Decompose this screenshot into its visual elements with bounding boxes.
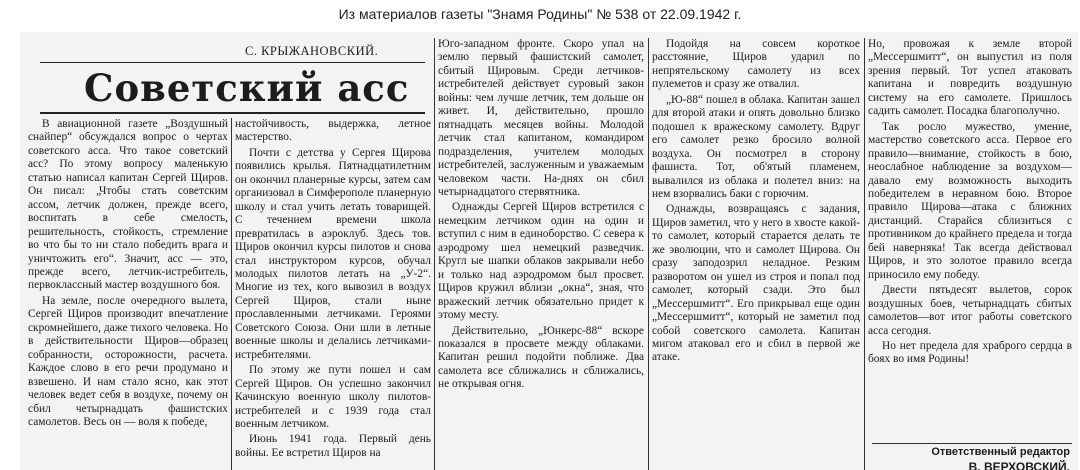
column-2 <box>235 118 431 470</box>
column-divider <box>864 38 865 470</box>
editor-name: В. ВЕРХОВСКИЙ. <box>968 460 1070 470</box>
paragraph: Но, провожая к земле второй „Мессершмитт“, он выпустил из поля зрения первый. Тот успел атаковать капитана и повредить воздушную систему на его самолете. Пришлось садить самолет. Посадка благополучно. <box>868 38 1072 118</box>
column-5 <box>868 38 1072 438</box>
paragraph: Однажды Сергей Щиров встретился с немецким летчиком один на один и вступил с ним в единоборство. С севера к аэродрому шел немецкий разведчик. Кругл ые шапки облаков закрывали небо и только над аэродромом был просвет. Щиров кружил вблизи „окна“, зная, что вражеский летчик обязательно придет к этому месту. <box>438 201 644 322</box>
column-1 <box>28 118 228 470</box>
paragraph: Июнь 1941 года. Первый день войны. Ее встретил Щиров на <box>235 433 431 459</box>
paragraph: Действительно, „Юнкерс-88“ вскоре показался в просвете между облаками. Капитан решил подойти поближе. Два самолета все сближались и сближались, не открывая огня. <box>438 324 644 391</box>
headline-rule <box>40 112 425 114</box>
paragraph: Однажды, возвращаясь с задания, Щиров заметил, что у него в хвосте какой-то самолет, который старается делать те же эволюции, что и самолет Щирова. Он сразу заподозрил неладное. Резким разворотом он ушел из строя и попал под самолет, который сзади. Это был „Мессершмитт“. Его прикрывал еще один „Мессершмитт“, который не заметил под собой советского самолета. Капитан мигом атаковал его и сбил в первой же атаке. <box>652 203 860 364</box>
paragraph: настойчивость, выдержка, летное мастерство. <box>235 118 431 144</box>
column-divider <box>648 38 649 470</box>
newspaper-page <box>20 32 1078 470</box>
paragraph: Почти с детства у Сергея Щирова появились крылья. Пятнадцатилетним он окончил планерные курсы, затем сам организовал в Симферополе планерную школу и стал учить летать товарищей. С течением времени школа превратилась в аэроклуб. Здесь тов. Щиров окончил курсы пилотов и снова стал инструктором курсов, обучал молодых пилотов летать на „У-2“. Многие из тех, кого вывозил в воздух Сергей Щиров, стали ныне прославленными летчиками. Героями Советского Союза. Они шли в летные военные школы и делались летчиками-истребителями. <box>235 146 431 361</box>
paragraph: „Ю-88“ пошел в облака. Капитан зашел для второй атаки и опять довольно близко подошел к вражескому самолету. Вдруг его самолет резко бросило волной воздуха. Он посмотрел в сторону фашиста. Тот, об'ятый пламенем, вывалился из облака и полетел вниз: на нем взорвались баки с горючим. <box>652 93 860 200</box>
paragraph: Двести пятьдесят вылетов, сорок воздушных боев, четырнадцать сбитых самолетов—вот итог работы советского асса сегодня. <box>868 284 1072 337</box>
paragraph: Так росло мужество, умение, мастерство советского асса. Первое его правило—внимание, стойкость в бою, неослабное наблюдение за воздухом—давало ему возможность выходить победителем в неравном бою. Второе правило Щирова—атака с ближних дистанций. Старайся сблизиться с противником до крайнего предела и тогда бей наверняка! Так всегда действовал Щиров, и это золотое правило всегда приносило ему победу. <box>868 120 1072 281</box>
author-rule <box>40 62 425 63</box>
paragraph: Подойдя на совсем короткое расстояние, Щиров ударил по непрятельскому самолету из всех пулеметов и сразу же отвалил. <box>652 38 860 91</box>
paragraph: В авиационной газете „Воздушный снайпер“ обсуждался вопрос о чертах советского асса. Что такое советский асс? По этому вопросу маленькую статью написал капитан Сергей Щиров. Он писал: „Чтобы стать советским ассом, летчик должен, прежде всего, воспитать в себе смелость, решительность, стойкость, стремление во что бы то ни стало победить врага и уничтожить его“. Значит, асс — это, прежде всего, летчик-истребитель, первоклассный мастер воздушного боя. <box>28 118 228 292</box>
paragraph: По этому же пути пошел и сам Сергей Щиров. Он успешно закончил Качинскую военную школу пилотов-истребителей и с 1939 года стал военным летчиком. <box>235 364 431 430</box>
editor-title: Ответственный редактор <box>931 446 1070 458</box>
article-author: С. КРЫЖАНОВСКИЙ. <box>245 44 379 58</box>
paragraph: На земле, после очередного вылета, Сергей Щиров производит впечатление скромнейшего, даже тихого человека. Но в действительности Щиров—образец собранности, осторожности, расчета. Каждое слово в его речи продумано и взвешено. И нам стало ясно, как этот человек ведет себя в воздухе, почему он сбил четырнадцать фашистских самолетов. Весь он — воля к победе, <box>28 294 228 428</box>
signature-rule <box>872 443 1072 444</box>
source-caption: Из материалов газеты "Знамя Родины" № 538 от 22.09.1942 г. <box>338 6 742 22</box>
paragraph: Юго-западном фронте. Скоро упал на землю первый фашистский самолет, сбитый Щировым. Среди летчиков-истребителей действует суровый закон войны: чем лучше летчик, тем дольше он живет. И, действительно, прошло пятнадцать месяцев войны. Молодой летчик стал капитаном, командиром подразделения, учителем молодых истребителей, заслуженным и уважаемым человеком части. На-днях он сбил четырнадцатого стервятника. <box>438 38 644 198</box>
column-divider <box>434 38 435 470</box>
column-3 <box>438 38 644 470</box>
column-4 <box>652 38 860 470</box>
column-divider <box>231 118 232 470</box>
paragraph: Но нет предела для храброго сердца в боях во имя Родины! <box>868 339 1072 366</box>
article-headline: Советский асс <box>84 66 410 110</box>
